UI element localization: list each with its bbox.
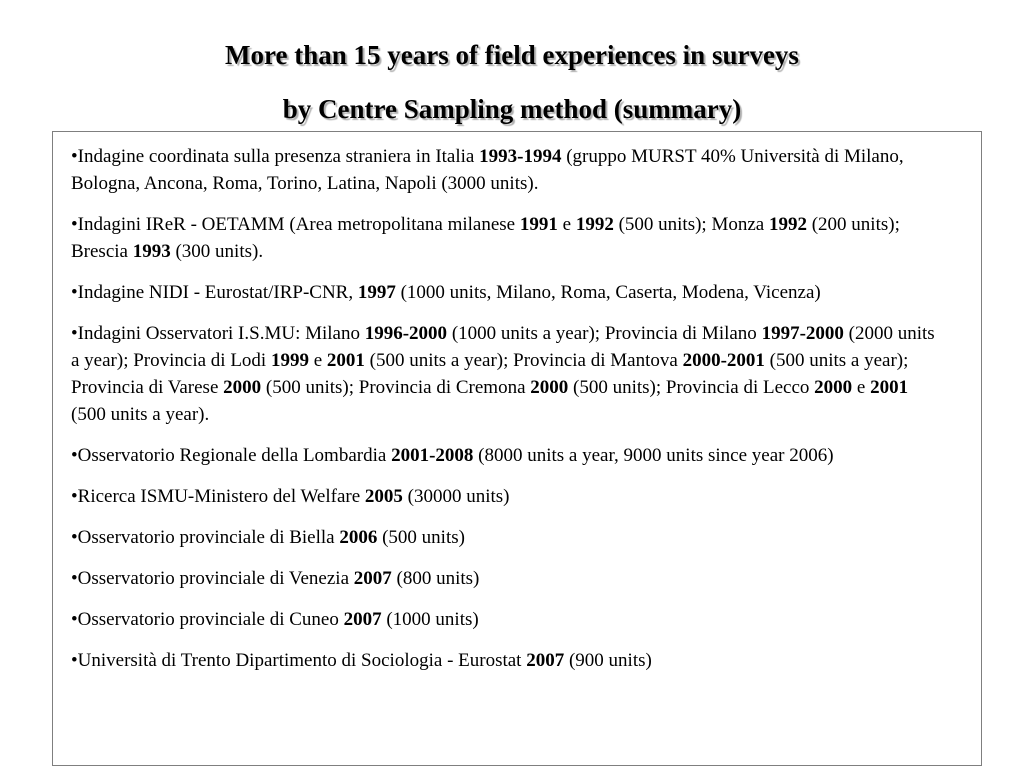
survey-text: •Osservatorio Regionale della Lombardia: [71, 445, 392, 466]
survey-item: [71, 442, 947, 469]
survey-year: 1992: [575, 214, 614, 235]
survey-text: (500 units); Provincia di Cremona: [261, 377, 531, 398]
survey-text: e: [852, 377, 871, 398]
survey-item: [71, 483, 947, 510]
survey-year: 2000: [223, 377, 262, 398]
survey-year: 1993: [132, 241, 171, 262]
slide-title: [0, 28, 1024, 136]
survey-year: 2005: [364, 486, 403, 507]
survey-year: 2000: [530, 377, 569, 398]
survey-text: (1000 units, Milano, Roma, Caserta, Modena, Vicenza): [395, 282, 821, 303]
survey-text: (30000 units): [402, 486, 510, 507]
survey-year: 1993-1994: [479, 146, 562, 167]
survey-item: [71, 647, 947, 674]
survey-text: •Osservatorio provinciale di Cuneo: [71, 609, 344, 630]
survey-year: 1997: [357, 282, 396, 303]
survey-text: (2000 units a year); Provincia di Lodi: [71, 323, 935, 371]
survey-year: 2007: [353, 568, 392, 589]
survey-text: (1000 units): [381, 609, 479, 630]
survey-text: (500 units a year); Provincia di Mantova: [364, 350, 683, 371]
survey-text: e: [308, 350, 327, 371]
survey-item: [71, 565, 947, 592]
survey-item: [71, 524, 947, 551]
survey-year: 2001: [326, 350, 365, 371]
survey-year: 1991: [519, 214, 558, 235]
survey-year: 1992: [768, 214, 807, 235]
survey-text: (300 units).: [170, 241, 264, 262]
survey-text: e: [557, 214, 576, 235]
survey-item: [71, 211, 947, 265]
survey-text: (500 units); Provincia di Lecco: [568, 377, 815, 398]
survey-year: 2000-2001: [682, 350, 765, 371]
survey-text: •Indagine coordinata sulla presenza straniera in Italia: [71, 146, 480, 167]
survey-year: 2007: [343, 609, 382, 630]
survey-text: (500 units a year); Provincia di Varese: [71, 350, 909, 398]
survey-list-box: [52, 131, 982, 766]
survey-item: [71, 279, 947, 306]
survey-text: •Indagini Osservatori I.S.MU: Milano: [71, 323, 365, 344]
survey-text: •Ricerca ISMU-Ministero del Welfare: [71, 486, 365, 507]
survey-item: [71, 606, 947, 633]
survey-year: 2006: [339, 527, 378, 548]
survey-year: 2007: [526, 650, 565, 671]
title-line-2: by Centre Sampling method (summary): [282, 94, 742, 124]
survey-text: •Indagini IReR - OETAMM (Area metropolitana milanese: [71, 214, 520, 235]
survey-text: (1000 units a year); Provincia di Milano: [447, 323, 762, 344]
title-line-1: More than 15 years of field experiences in surveys: [225, 40, 799, 70]
survey-year: 1996-2000: [364, 323, 448, 344]
survey-text: (200 units); Brescia: [71, 214, 900, 262]
survey-year: 1997-2000: [761, 323, 844, 344]
survey-text: (500 units a year).: [71, 404, 210, 425]
survey-item: [71, 320, 947, 428]
survey-text: (800 units): [391, 568, 480, 589]
survey-year: 1999: [270, 350, 309, 371]
survey-text: (8000 units a year, 9000 units since year 2006): [473, 445, 834, 466]
survey-item: [71, 143, 947, 197]
survey-text: •Osservatorio provinciale di Biella: [71, 527, 340, 548]
survey-text: •Osservatorio provinciale di Venezia: [71, 568, 354, 589]
survey-text: (gruppo MURST 40% Università di Milano, Bologna, Ancona, Roma, Torino, Latina, Napoli (3000 units).: [71, 146, 904, 194]
survey-text: •Università di Trento Dipartimento di Sociologia - Eurostat: [71, 650, 527, 671]
survey-text: (900 units): [564, 650, 652, 671]
survey-year: 2001: [870, 377, 909, 398]
survey-text: (500 units); Monza: [613, 214, 769, 235]
survey-year: 2001-2008: [391, 445, 474, 466]
survey-year: 2000: [814, 377, 853, 398]
survey-text: (500 units): [377, 527, 465, 548]
survey-text: •Indagine NIDI - Eurostat/IRP-CNR,: [71, 282, 358, 303]
